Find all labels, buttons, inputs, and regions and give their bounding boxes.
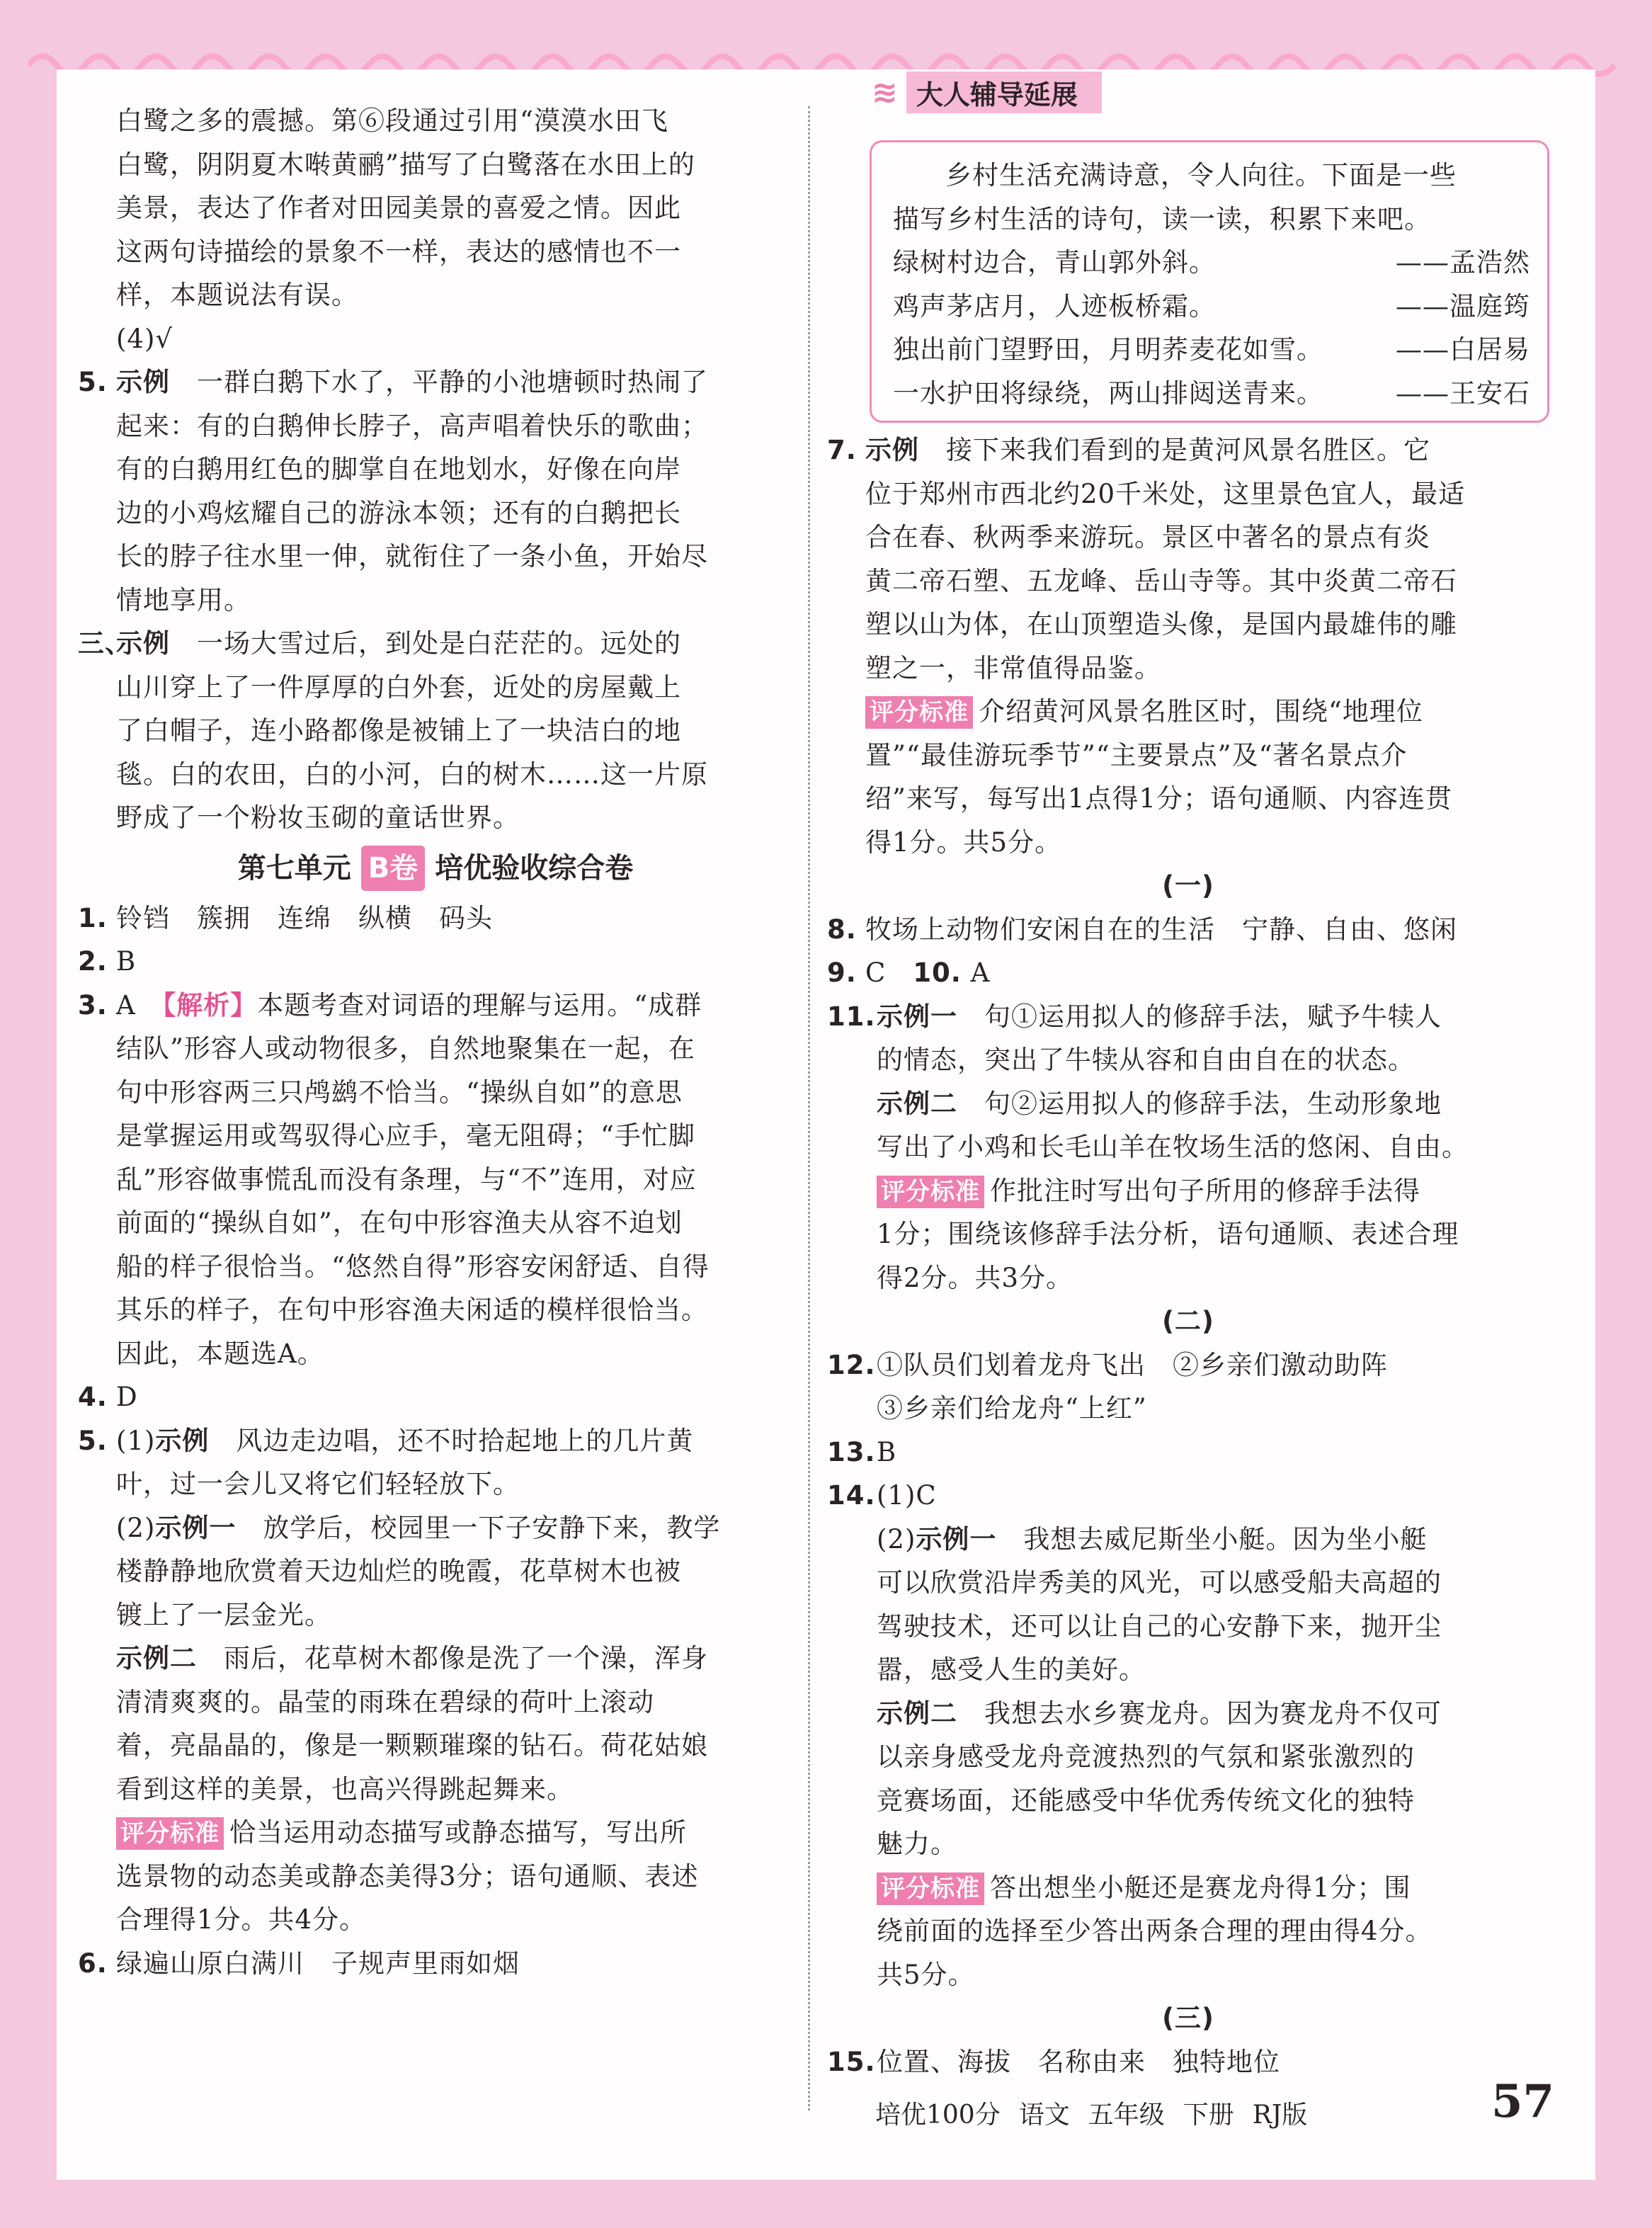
- text-line: (4)√: [116, 323, 173, 354]
- example-label: 示例: [865, 435, 919, 465]
- answer-5b: [78, 1419, 793, 1463]
- sub-answer: [827, 1692, 1549, 1736]
- example-label: 示例一: [877, 1001, 957, 1032]
- answer-9-10: [827, 951, 1549, 995]
- example-label: 示例一: [155, 1512, 237, 1543]
- footer-edition: RJ版: [1252, 2101, 1308, 2130]
- text-line: 美景，表达了作者对田园美景的喜爱之情。因此: [116, 193, 681, 223]
- box-title-text: 大人辅导延展: [906, 72, 1102, 113]
- text-line: 恰当运用动态描写或静态描写，写出所: [229, 1817, 687, 1848]
- question-number: 9.: [827, 957, 857, 988]
- answer-text: C: [865, 957, 887, 988]
- text-line: 驾驶技术，还可以让自己的心安静下来，抛开尘: [877, 1610, 1442, 1642]
- poem-text: 一水护田将绿绕，两山排闼送青来。: [893, 377, 1323, 409]
- poem-author: ——孟浩然: [1396, 247, 1530, 278]
- text-line: 共5分。: [877, 1959, 975, 1990]
- footer-book: 培优100分: [875, 2101, 1001, 2130]
- sub-number: (2): [877, 1523, 916, 1555]
- answer-2: [78, 940, 793, 984]
- poem-text: 鸡声茅店月，人迹板桥霜。: [893, 290, 1216, 322]
- answer-text: A: [116, 989, 136, 1021]
- text-line: 塑之一，非常值得品鉴。: [865, 652, 1161, 683]
- poem-text: 独出前门望野田，月明荞麦花如雪。: [893, 334, 1323, 365]
- example-label: 示例: [155, 1425, 210, 1456]
- question-number: 13.: [827, 1436, 876, 1467]
- section-heading: [78, 846, 793, 891]
- text-line: 得1分。共5分。: [865, 826, 1062, 858]
- text-line: 塑以山为体，在山顶塑造头像，是国内最雄伟的雕: [865, 609, 1457, 640]
- answer-text: B: [116, 946, 137, 977]
- text-line: 句②运用拟人的修辞手法，生动形象地: [984, 1088, 1442, 1119]
- footer-term: 下册: [1183, 2101, 1234, 2130]
- text-line: 位于郑州市西北约20千米处，这里景色宜人，最适: [865, 478, 1466, 509]
- wave-icon: ≋: [872, 74, 898, 110]
- text-line: 因此，本题选A。: [116, 1338, 324, 1369]
- scoring-tag: 评分标准: [877, 1176, 984, 1208]
- text-line: 放学后，校园里一下子安静下来，教学: [263, 1512, 721, 1543]
- sub-number: (2): [116, 1512, 156, 1543]
- sub-answer: [827, 1518, 1549, 1562]
- text-line: 长的脖子往水里一伸，就衔住了一条小鱼，开始尽: [116, 541, 708, 572]
- sub-answer: [78, 1637, 793, 1681]
- text-line: 边的小鸡炫耀自己的游泳本领；还有的白鹅把长: [116, 497, 681, 528]
- poem-line: [893, 328, 1530, 372]
- question-number: 6.: [78, 1948, 108, 1979]
- answer-15: [827, 2040, 1549, 2084]
- text-line: 一群白鹅下水了，平静的小池塘顿时热闹了: [197, 367, 708, 397]
- answer-6: [78, 1942, 793, 1986]
- answer-1: [78, 897, 793, 940]
- scoring-tag: 评分标准: [865, 696, 973, 729]
- text-line: ③乡亲们给龙舟“上红”: [877, 1393, 1147, 1423]
- text-line: 以亲身感受龙舟竞渡热烈的气氛和紧张激烈的: [877, 1741, 1415, 1772]
- text-line: 结队”形容人或动物很多，自然地聚集在一起，在: [116, 1033, 695, 1064]
- answer-text: 位置、海拔 名称由来 独特地位: [877, 2046, 1280, 2077]
- footer-subject: 语文: [1018, 2101, 1070, 2130]
- text-line: 置”“最佳游玩季节”“主要景点”及“著名景点介: [865, 739, 1408, 771]
- answer-12: [827, 1343, 1549, 1387]
- text-line: 雨后，花草树木都像是洗了一个澡，浑身: [224, 1643, 708, 1673]
- text-line: 清清爽爽的。晶莹的雨珠在碧绿的荷叶上滚动: [116, 1686, 654, 1717]
- text-line: 得2分。共3分。: [877, 1262, 1073, 1293]
- answer-4: [78, 1375, 793, 1419]
- question-number: 12.: [827, 1349, 876, 1380]
- text-line: 绍”来写，每写出1点得1分；语句通顺、内容连贯: [865, 783, 1452, 814]
- sub-number: (1): [116, 1425, 156, 1456]
- scoring-tag: 评分标准: [116, 1817, 224, 1850]
- footer-grade: 五年级: [1088, 2101, 1165, 2130]
- answer-7: [827, 428, 1549, 472]
- answer-text: B: [877, 1436, 897, 1467]
- volume-badge: B卷: [361, 846, 426, 891]
- answer-section-3: [78, 622, 793, 666]
- answer-3: [78, 984, 793, 1028]
- question-number: 7.: [827, 435, 857, 465]
- answer-14: [827, 1474, 1549, 1518]
- text-line: 毯。白的农田，白的小河，白的树木……这一片原: [116, 758, 708, 790]
- text-line: 的情态，突出了牛犊从容和自由自在的状态。: [877, 1045, 1415, 1075]
- unit-title: 第七单元: [237, 851, 351, 885]
- text-line: 黄二帝石塑、五龙峰、岳山寺等。其中炎黄二帝石: [865, 565, 1457, 596]
- text-line: 看到这样的美景，也高兴得跳起舞来。: [116, 1773, 574, 1804]
- box-title: [872, 72, 1102, 113]
- poem-author: ——王安石: [1396, 377, 1530, 409]
- text-line: 情地享用。: [116, 584, 251, 615]
- answer-text: D: [116, 1382, 138, 1412]
- text-line: 魅力。: [877, 1829, 957, 1859]
- paper-title: 培优验收综合卷: [435, 851, 634, 885]
- example-label: 示例二: [116, 1643, 197, 1673]
- question-number: 11.: [827, 1001, 876, 1032]
- text-line: 合理得1分。共4分。: [116, 1904, 367, 1935]
- answer-11: [827, 995, 1549, 1039]
- question-number: 14.: [827, 1480, 876, 1511]
- question-number: 15.: [827, 2046, 876, 2077]
- text-line: ①队员们划着龙舟飞出 ②乡亲们激动助阵: [877, 1349, 1388, 1380]
- text-line: 了白帽子，连小路都像是被铺上了一块洁白的地: [116, 715, 681, 746]
- poem-author: ——白居易: [1396, 334, 1530, 365]
- text-line: 介绍黄河风景名胜区时，围绕“地理位: [979, 696, 1423, 727]
- scoring-standard: [827, 1169, 1549, 1213]
- sub-answer: [827, 1082, 1549, 1126]
- text-line: 样，本题说法有误。: [116, 280, 358, 310]
- part-heading: (一): [1162, 870, 1214, 901]
- text-line: 本题考查对词语的理解与运用。“成群: [257, 989, 702, 1021]
- question-number: 4.: [78, 1382, 108, 1412]
- text-line: 是掌握运用或驾驭得心应手，毫无阻碍；“手忙脚: [116, 1120, 695, 1151]
- poem-line: [893, 241, 1530, 285]
- answer-text: (1)C: [877, 1480, 937, 1511]
- answer-text: 铃铛 簇拥 连绵 纵横 码头: [116, 902, 493, 933]
- answer-13: [827, 1431, 1549, 1474]
- question-number: 2.: [78, 946, 108, 977]
- question-number: 10.: [913, 957, 962, 988]
- text-line: 风边走边唱，还不时拾起地上的几片黄: [236, 1425, 694, 1456]
- text-line: 句①运用拟人的修辞手法，赋予牛犊人: [984, 1001, 1442, 1032]
- question-number: 5.: [78, 1425, 108, 1456]
- text-line: 作批注时写出句子所用的修辞手法得: [990, 1175, 1420, 1206]
- text-line: 描写乡村生活的诗句，读一读，积累下来吧。: [893, 203, 1431, 234]
- part-heading: (二): [1162, 1306, 1214, 1336]
- text-line: 乱”形容做事慌乱而没有条理，与“不”连用，对应: [116, 1164, 697, 1195]
- text-line: 可以欣赏沿岸秀美的风光，可以感受船夫高超的: [877, 1567, 1442, 1598]
- text-line: 楼静静地欣赏着天边灿烂的晚霞，花草树木也被: [116, 1556, 681, 1586]
- answer-text: A: [970, 957, 991, 988]
- question-number: 5.: [78, 367, 108, 397]
- text-line: 句中形容两三只鸬鹚不恰当。“操纵自如”的意思: [116, 1076, 683, 1108]
- example-label: 示例: [116, 367, 170, 397]
- text-line: 绕前面的选择至少答出两条合理的理由得4分。: [877, 1916, 1432, 1946]
- text-line: 叶，过一会儿又将它们轻轻放下。: [116, 1469, 520, 1499]
- text-line: 船的样子很恰当。“悠然自得”形容安闲舒适、自得: [116, 1251, 710, 1282]
- part-heading: (三): [1162, 2003, 1214, 2033]
- text-line: 白鹭之多的震撼。第⑥段通过引用“漠漠水田飞: [116, 106, 668, 136]
- text-line: 嚣，感受人生的美好。: [877, 1654, 1146, 1685]
- text-line: 这两句诗描绘的景象不一样，表达的感情也不一: [116, 236, 681, 267]
- example-label: 示例二: [877, 1088, 957, 1119]
- answer-text: 牧场上动物们安闲自在的生活 宁静、自由、悠闲: [865, 914, 1457, 945]
- question-number: 三、: [78, 628, 132, 659]
- scoring-standard: [827, 690, 1549, 734]
- text-line: 答出想坐小艇还是赛龙舟得1分；围: [990, 1872, 1411, 1903]
- left-column: [78, 99, 793, 1985]
- sub-answer: [78, 1506, 793, 1550]
- question-number: 8.: [827, 914, 857, 945]
- poem-line: [893, 285, 1530, 329]
- question-number: 1.: [78, 902, 108, 933]
- example-label: 示例二: [877, 1698, 957, 1729]
- text-line: 合在春、秋两季来游玩。景区中著名的景点有炎: [865, 522, 1430, 552]
- right-column: [827, 74, 1549, 2084]
- poem-author: ——温庭筠: [1396, 290, 1530, 322]
- text-line: 我想去水乡赛龙舟。因为赛龙舟不仅可: [984, 1698, 1442, 1729]
- scoring-standard: [78, 1811, 793, 1855]
- text-line: 写出了小鸡和长毛山羊在牧场生活的悠闲、自由。: [877, 1132, 1469, 1162]
- text-line: 着，亮晶晶的，像是一颗颗璀璨的钻石。荷花姑娘: [116, 1730, 708, 1761]
- text-line: 其乐的样子，在句中形容渔夫闲适的模样很恰当。: [116, 1295, 708, 1325]
- text-line: 1分；围绕该修辞手法分析，语句通顺、表述合理: [877, 1219, 1459, 1249]
- column-divider: [808, 106, 810, 2110]
- text-line: 有的白鹅用红色的脚掌自在地划水，好像在向岸: [116, 454, 681, 484]
- answer-8: [827, 908, 1549, 952]
- answer-text: 绿遍山原白满川 子规声里雨如烟: [116, 1948, 520, 1979]
- answer-5: [78, 360, 793, 404]
- text-line: 镀上了一层金光。: [116, 1599, 331, 1630]
- text-line: 野成了一个粉妆玉砌的童话世界。: [116, 802, 520, 833]
- text-line: 白鹭，阴阴夏木啭黄鹂”描写了白鹭落在水田上的: [116, 149, 695, 180]
- example-label: 示例一: [916, 1523, 997, 1555]
- scoring-tag: 评分标准: [877, 1872, 984, 1905]
- example-label: 示例: [116, 628, 170, 659]
- poem-text: 绿树村边合，青山郭外斜。: [893, 247, 1216, 278]
- text-line: 前面的“操纵自如”，在句中形容渔夫从容不迫划: [116, 1207, 683, 1238]
- question-number: 3.: [78, 989, 108, 1021]
- page-number: 57: [1491, 2075, 1555, 2128]
- text-line: 接下来我们看到的是黄河风景名胜区。它: [946, 435, 1430, 465]
- text-line: 选景物的动态美或静态美得3分；语句通顺、表述: [116, 1860, 699, 1892]
- text-line: 起来：有的白鹅伸长脖子，高声唱着快乐的歌曲；: [116, 410, 708, 441]
- text-line: 一场大雪过后，到处是白茫茫的。远处的: [197, 628, 681, 659]
- page-footer: [875, 2095, 1326, 2131]
- text-line: 山川穿上了一件厚厚的白外套，近处的房屋戴上: [116, 671, 681, 703]
- text-line: 竞赛场面，还能感受中华优秀传统文化的独特: [877, 1785, 1415, 1816]
- text-line: 乡村生活充满诗意，令人向往。下面是一些: [945, 160, 1457, 191]
- poem-line: [893, 372, 1530, 416]
- analysis-label: 【解析】: [162, 989, 258, 1021]
- parent-guidance-box: [870, 74, 1549, 423]
- scoring-standard: [827, 1866, 1549, 1910]
- text-line: 我想去威尼斯坐小艇。因为坐小艇: [1023, 1523, 1428, 1555]
